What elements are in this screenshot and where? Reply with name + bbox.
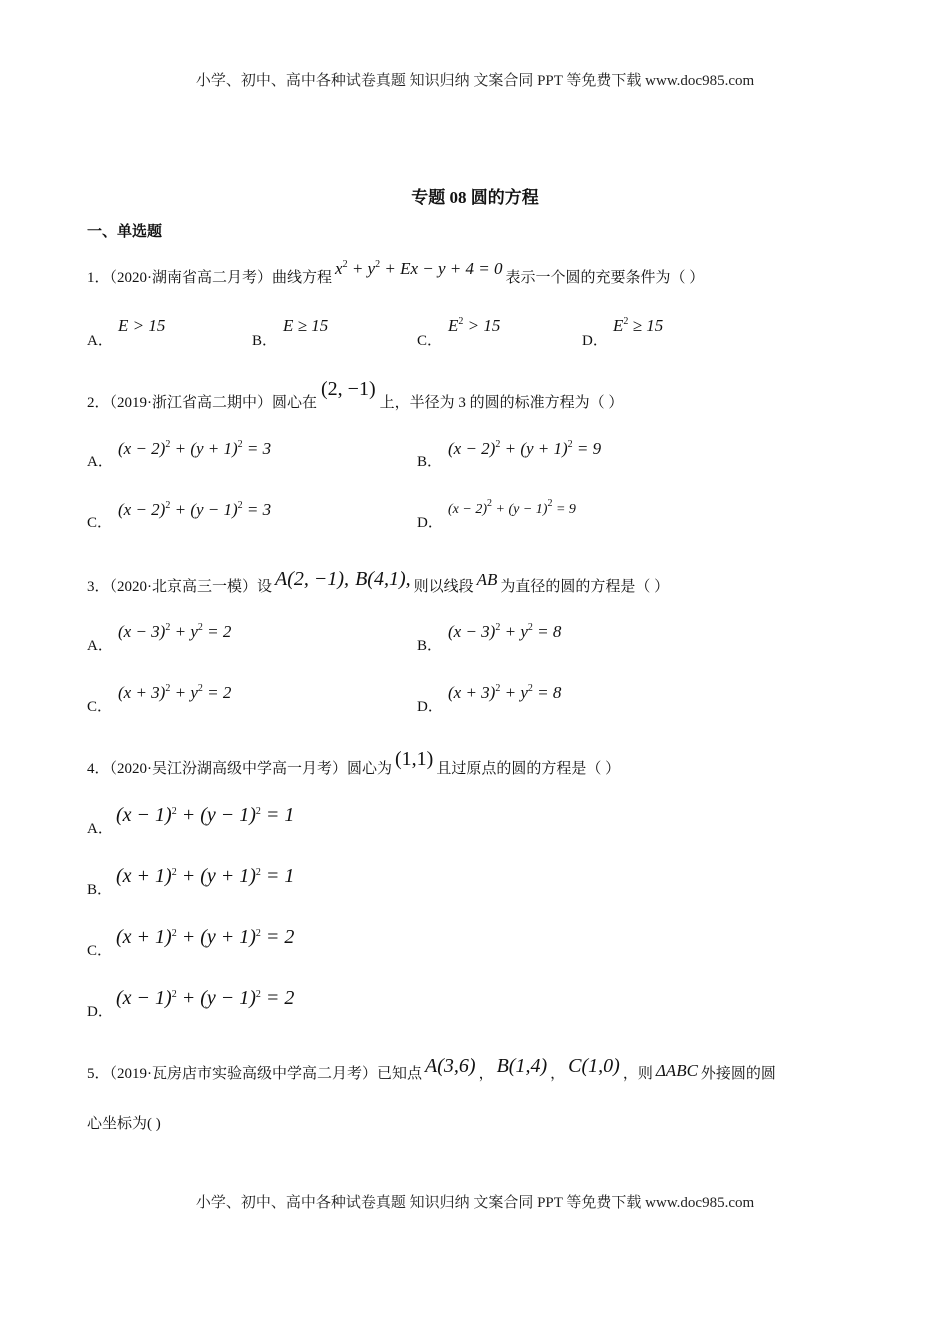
question-mid: 则以线段 bbox=[413, 579, 474, 595]
page-title: 专题 08 圆的方程 bbox=[411, 188, 539, 207]
option-label: A． bbox=[87, 638, 113, 654]
option-math: $E^2 \ge 15$ bbox=[613, 316, 664, 335]
point-b: B(1,4) bbox=[496, 1055, 548, 1077]
option-label: C． bbox=[417, 333, 443, 349]
triangle-abc: ΔABC bbox=[655, 1061, 698, 1080]
option-label: D． bbox=[582, 333, 608, 349]
section-heading: 一、单选题 bbox=[87, 224, 163, 240]
point-b: B(4,1), bbox=[355, 568, 411, 590]
point-a: A(3,6) bbox=[425, 1055, 476, 1077]
option-math: $(x + 1)^2 + (y + 1)^2 = 2$ bbox=[116, 926, 295, 948]
option-math: $(x - 2)^2 + (y - 1)^2 = 9$ bbox=[448, 498, 576, 517]
question-source: （2020·湖南省高二月考）曲线方程 bbox=[109, 270, 333, 286]
option-label: C． bbox=[87, 699, 113, 715]
question-tail: 为直径的圆的方程是（ ） bbox=[500, 579, 670, 595]
header-banner: 小学、初中、高中各种试卷真题 知识归纳 文案合同 PPT 等免费下载 www.doc985.com bbox=[195, 73, 755, 89]
question-tail: 表示一个圆的充要条件为（ ） bbox=[505, 270, 705, 286]
question-point: (2, −1) bbox=[321, 378, 376, 400]
option-math: $(x - 1)^2 + (y - 1)^2 = 1$ bbox=[116, 804, 295, 826]
question-3-stem bbox=[87, 568, 670, 597]
point-c: C(1,0) bbox=[568, 1055, 620, 1077]
question-4-stem bbox=[87, 748, 621, 779]
option-label: A． bbox=[87, 454, 113, 470]
option-math: $E^2 > 15$ bbox=[448, 316, 501, 335]
question-source: （2019·瓦房店市实验高级中学高二月考）已知点 bbox=[109, 1066, 423, 1082]
option-math: $(x + 1)^2 + (y + 1)^2 = 1$ bbox=[116, 865, 295, 887]
segment-ab: AB bbox=[476, 570, 498, 589]
option-label: A． bbox=[87, 821, 113, 837]
question-number: 4． bbox=[87, 761, 110, 777]
footer-banner: 小学、初中、高中各种试卷真题 知识归纳 文案合同 PPT 等免费下载 www.doc985.com bbox=[195, 1195, 755, 1211]
option-math: $(x - 2)^2 + (y + 1)^2 = 3$ bbox=[118, 439, 272, 458]
option-label: A． bbox=[87, 333, 113, 349]
separator: ， bbox=[550, 1066, 566, 1082]
question-tail: 外接圆的圆 bbox=[700, 1066, 776, 1082]
option-label: B． bbox=[417, 454, 443, 470]
question-1-stem bbox=[87, 259, 705, 287]
option-math: $(x - 1)^2 + (y - 1)^2 = 2$ bbox=[116, 987, 295, 1009]
point-a: A(2, −1), bbox=[275, 568, 350, 590]
option-label: C． bbox=[87, 943, 113, 959]
question-mid: ，则 bbox=[622, 1066, 653, 1082]
option-math: $(x - 3)^2 + y^2 = 2$ bbox=[118, 622, 232, 641]
option-math: $(x - 2)^2 + (y + 1)^2 = 9$ bbox=[448, 439, 602, 458]
option-label: B． bbox=[417, 638, 443, 654]
option-math: E ≥ 15 bbox=[283, 316, 329, 335]
question-source: （2020·吴江汾湖高级中学高一月考）圆心为 bbox=[109, 761, 393, 777]
question-tail: 且过原点的圆的方程是（ ） bbox=[436, 761, 621, 777]
option-math: $(x - 3)^2 + y^2 = 8$ bbox=[448, 622, 562, 641]
question-number: 2． bbox=[87, 395, 110, 411]
question-source: （2019·浙江省高二期中）圆心在 bbox=[109, 395, 318, 411]
option-label: D． bbox=[417, 515, 443, 531]
separator: ， bbox=[478, 1066, 494, 1082]
question-equation: $x^2 + y^2 + Ex - y + 4 = 0$ bbox=[335, 259, 503, 278]
question-2-stem bbox=[87, 378, 624, 413]
option-label: B． bbox=[87, 882, 113, 898]
question-number: 1． bbox=[87, 270, 110, 286]
question-point: (1,1) bbox=[395, 748, 434, 770]
option-math: $(x + 3)^2 + y^2 = 2$ bbox=[118, 683, 232, 702]
question-5-stem bbox=[87, 1055, 776, 1084]
option-math: $(x + 3)^2 + y^2 = 8$ bbox=[448, 683, 562, 702]
option-label: B． bbox=[252, 333, 278, 349]
question-source: （2020·北京高三一模）设 bbox=[109, 579, 273, 595]
option-math: E > 15 bbox=[118, 316, 166, 335]
question-tail: 上，半径为 3 的圆的标准方程为（ ） bbox=[379, 395, 624, 411]
question-5-continuation: 心坐标为( ) bbox=[87, 1116, 161, 1132]
question-number: 5． bbox=[87, 1066, 110, 1082]
option-label: D． bbox=[417, 699, 443, 715]
option-label: D． bbox=[87, 1004, 113, 1020]
option-math: $(x - 2)^2 + (y - 1)^2 = 3$ bbox=[118, 500, 272, 519]
option-label: C． bbox=[87, 515, 113, 531]
question-number: 3． bbox=[87, 579, 110, 595]
